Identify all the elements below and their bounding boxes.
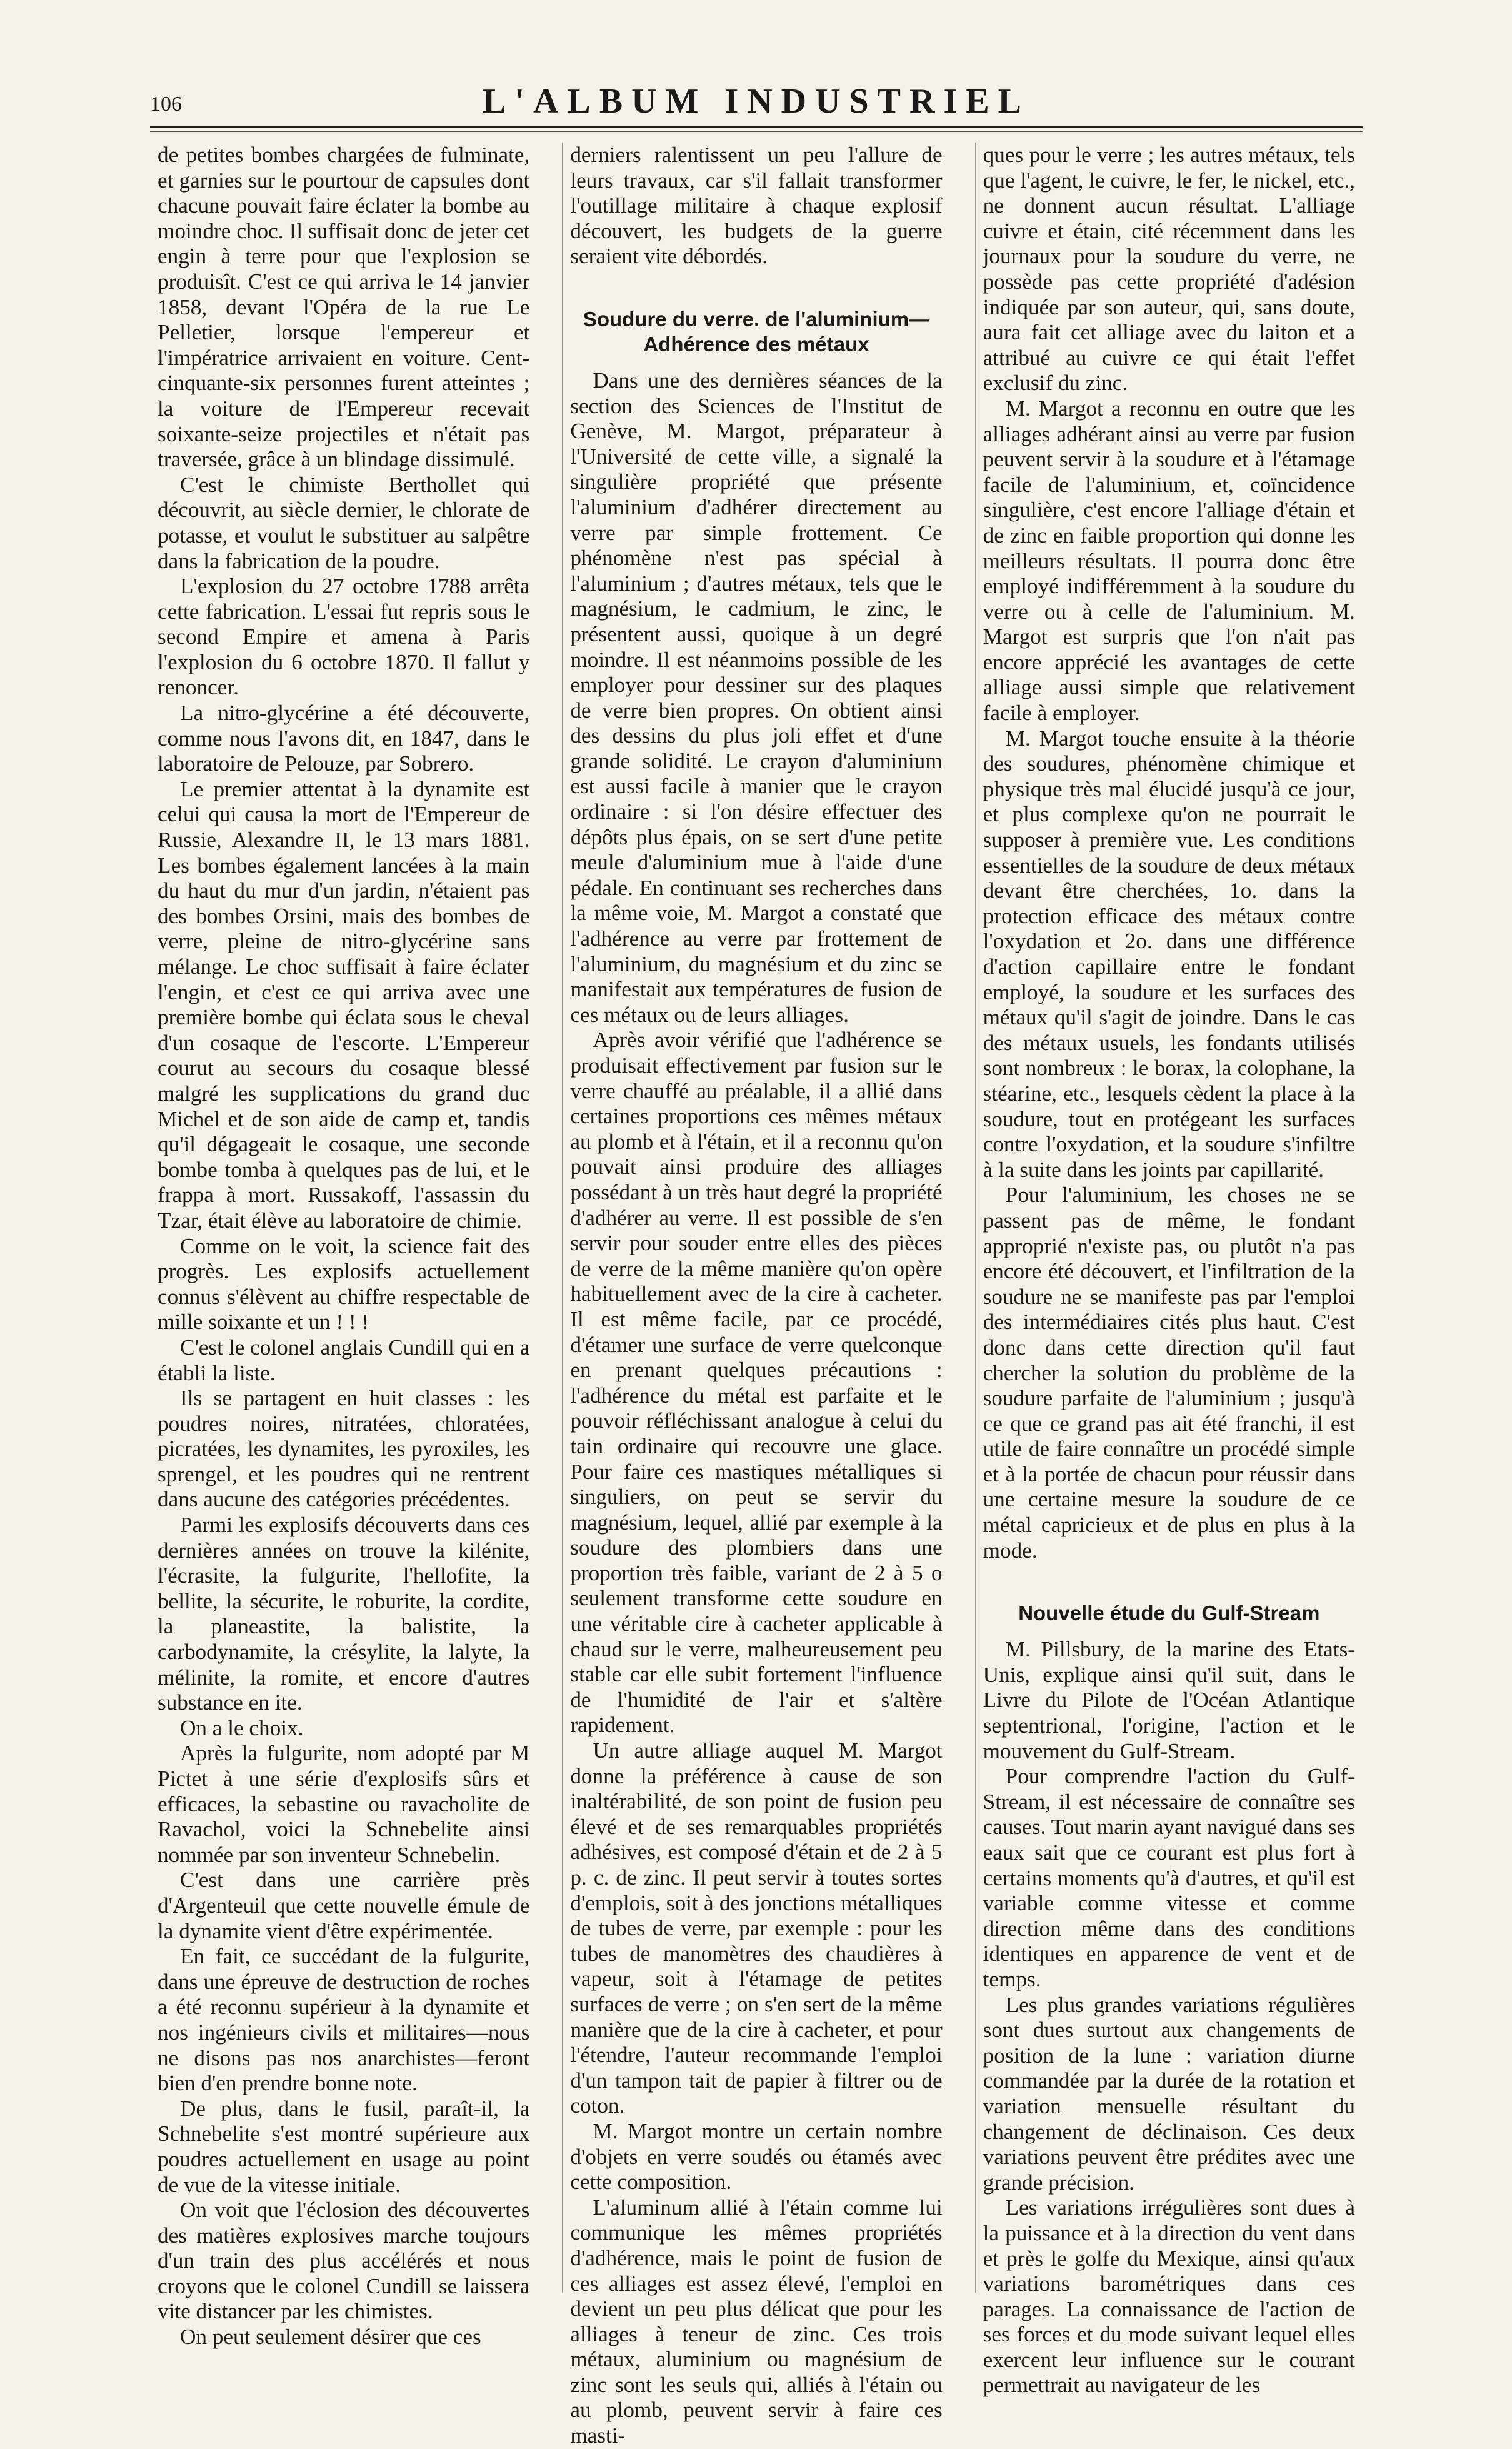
paragraph: C'est le colonel anglais Cundill qui en a établi la liste. (158, 1335, 530, 1385)
page-number: 106 (150, 93, 182, 116)
paragraph: Dans une des dernières séances de la section des Sciences de l'Institut de Genève, M. Margot, préparateur à l'Université de cette ville, a signalé la singulière propriété que présente l'aluminium d'adhérer directement au verre par simple frottement. Ce phénomène n'est pas spécial à l'aluminium ; d'autres métaux, tels que le magnésium, le cadmium, le zinc, le présentent aussi, quoique à un degré moindre. Il est néanmoins possible de les employer pour dessiner sur des plaques de verre bien propres. On obtient ainsi des dessins du plus joli effet et d'une grande solidité. Le crayon d'aluminium est aussi facile à manier que le crayon ordinaire : si l'on désire effectuer des dépôts plus épais, on se sert d'une petite meule d'aluminium mue à l'aide d'une pédale. En continuant ses recherches dans la même voie, M. Margot a constaté que l'adhérence au verre par frottement de l'aluminium, du magnésium et du zinc se manifestait aux températures de fusion de ces métaux ou de leurs alliages. (570, 368, 943, 1027)
paragraph: Un autre alliage auquel M. Margot donne la préférence à cause de son inaltérabilité, de son point de fusion peu élevé et de ses remarquables propriétés adhésives, est composé d'étain et de 2 à 5 p. c. de zinc. Il peut servir à toutes sortes d'emplois, soit à des jonctions métalliques de tubes de verre, par exemple : pour les tubes de manomètres des chaudières à vapeur, soit à l'étamage de petites surfaces de verre ; on s'en sert de la même manière que de la cire à cacheter, et pour l'étendre, l'auteur recommande l'emploi d'un tampon tait de papier à filtrer ou de coton. (570, 1738, 943, 2118)
running-title: L'ALBUM INDUSTRIEL (483, 82, 1030, 121)
article-columns (150, 143, 1363, 2448)
section-title-soudure: Soudure du verre. de l'aluminium— Adhérence des métaux (583, 307, 930, 356)
paragraph: De plus, dans le fusil, paraît-il, la Schnebelite s'est montré supérieure aux poudres actuellement en usage au point de vue de la vitesse initiale. (158, 2096, 530, 2197)
paragraph: Ils se partagent en huit classes : les poudres noires, nitratées, chloratées, picratées, les dynamites, les pyroxiles, les sprengel, et les poudres qui ne rentrent dans aucune des catégories précédentes. (158, 1386, 530, 1512)
paragraph: M. Margot touche ensuite à la théorie des soudures, phénomène chimique et physique très mal élucidé jusqu'à ce jour, et plus complexe qu'on ne pourrait le supposer à première vue. Les conditions essentielles de la soudure de deux métaux devant être cherchées, 1o. dans la protection efficace des métaux contre l'oxydation et 2o. dans une différence d'action capillaire entre le fondant employé, la soudure et les surfaces des métaux qu'il s'agit de joindre. Dans le cas des métaux usuels, les fondants utilisés sont nombreux : le borax, la colophane, la stéarine, etc., lesquels cèdent la place à la soudure, tout en protégeant les surfaces contre l'oxydation, et la soudure s'infiltre à la suite dans les joints par capillarité. (983, 726, 1355, 1182)
header-rule (150, 126, 1363, 128)
paragraph: Parmi les explosifs découverts dans ces dernières années on trouve la kilénite, l'écrasite, la fulgurite, l'hellofite, la bellite, la sécurite, le roburite, la cordite, la planeastite, la balistite, la carbodynamite, la crésylite, la lalyte, la mélinite, la romite, et encore d'autres substance en ite. (158, 1513, 530, 1715)
paragraph: M. Margot montre un certain nombre d'objets en verre soudés ou étamés avec cette composition. (570, 2118, 943, 2195)
paragraph: Les variations irrégulières sont dues à la puissance et à la direction du vent dans et près le golfe du Mexique, ainsi qu'aux variations barométriques dans ces parages. La connaissance de l'action de ses forces et du mode suivant lequel elles exercent leur influence sur le courant permettrait au navigateur de les (983, 2195, 1355, 2398)
paragraph: Comme on le voit, la science fait des progrès. Les explosifs actuellement connus s'élèvent au chiffre respectable de mille soixante et un ! ! ! (158, 1233, 530, 1335)
paragraph: On peut seulement désirer que ces (180, 2325, 481, 2350)
paragraph: de petites bombes chargées de fulminate, et garnies sur le pourtour de capsules dont chacune pouvait faire éclater la bombe au moindre choc. Il suffisait donc de jeter cet engin à terre pour que l'explosion se produisît. C'est ce qui arriva le 14 janvier 1858, devant l'Opéra de la rue Le Pelletier, lorsque l'empereur et l'impératrice arrivaient en voiture. Cent-cinquante-six personnes furent atteintes ; la voiture de l'Empereur recevait soixante-seize projectiles et n'était pas traversée, grâce à un blindage dissimulé. (158, 143, 530, 472)
paragraph: En fait, ce succédant de la fulgurite, dans une épreuve de destruction de roches a été reconnu supérieur à la dynamite et nos ingénieurs civils et militaires—nous ne disons pas nos anarchistes—feront bien d'en prendre bonne note. (158, 1944, 530, 2096)
paragraph: Après la fulgurite, nom adopté par M Pictet à une série d'explosifs sûrs et efficaces, la sebastine ou ravacholite de Ravachol, voici la Schnebelite ainsi nommée par son inventeur Schnebelin. (158, 1741, 530, 1867)
header-rule-thin (150, 131, 1363, 132)
page-header (150, 81, 1363, 125)
paragraph: Le premier attentat à la dynamite est celui qui causa la mort de l'Empereur de Russie, Alexandre II, le 13 mars 1881. Les bombes également lancées à la main du haut du mur d'un jardin, n'étaient pas des bombes Orsini, mais des bombes de verre, pleine de nitro-glycérine sans mélange. Le choc suffisait à faire éclater l'engin, et c'est ce qui arriva avec une première bombe qui éclata sous le cheval d'un cosaque de l'escorte. L'Empereur courut au secours du cosaque blessé malgré les supplications du grand duc Michel et de son aide de camp et, tandis qu'il dégageait le cosaque, une seconde bombe tomba à quelques pas de lui, et le frappa à mort. Russakoff, l'assassin du Tzar, était élève au laboratoire de chimie. (158, 776, 530, 1233)
paragraph: Pour comprendre l'action du Gulf-Stream, il est nécessaire de connaître ses causes. Tout marin ayant navigué dans ses eaux sait que ce courant est plus fort à certains moments qu'à d'autres, et qu'il est variable comme vitesse et comme direction même dans des conditions identiques en apparence de vent et de temps. (983, 1764, 1355, 1991)
section-title-gulf-stream: Nouvelle étude du Gulf-Stream (1018, 1601, 1320, 1625)
paragraph: L'explosion du 27 octobre 1788 arrêta cette fabrication. L'essai fut repris sous le second Empire et amena à Paris l'explosion du 6 octobre 1870. Il fallut y renoncer. (158, 574, 530, 700)
paragraph: On a le choix. (180, 1715, 304, 1740)
paragraph: Les plus grandes variations régulières sont dues surtout aux changements de position de la lune : variation diurne commandée par la durée de la rotation et variation mensuelle résultant du changement de déclinaison. Ces deux variations peuvent être prédites avec une grande précision. (983, 1992, 1355, 2195)
paragraph: M. Pillsbury, de la marine des Etats-Unis, explique ainsi qu'il suit, dans le Livre du Pilote de l'Océan Atlantique septentrional, l'origine, l'action et le mouvement du Gulf-Stream. (983, 1637, 1355, 1763)
paragraph: Pour l'aluminium, les choses ne se passent pas de même, le fondant approprié n'existe pas, ou plutôt n'a pas encore été découvert, et l'infiltration de la soudure ne se manifeste pas par l'emploi des intermédiaires cités plus haut. C'est donc dans cette direction qu'il faut chercher la solution du problème de la soudure parfaite de l'aluminium ; jusqu'à ce que ce grand pas ait été franchi, il est utile de faire connaître un procédé simple et à la portée de chacun pour réussir dans une certaine mesure la soudure de ce métal capricieux et de plus en plus à la mode. (983, 1183, 1355, 1563)
paragraph: La nitro-glycérine a été découverte, comme nous l'avons dit, en 1847, dans le laboratoire de Pelouze, par Sobrero. (158, 701, 530, 776)
column-2 (562, 143, 949, 2448)
column-3 (975, 143, 1363, 2398)
column-1 (150, 143, 537, 2350)
paragraph: C'est le chimiste Berthollet qui découvrit, au siècle dernier, le chlorate de potasse, et voulut le substituer au salpêtre dans la fabrication de la poudre. (158, 472, 530, 573)
paragraph: Après avoir vérifié que l'adhérence se produisait effectivement par fusion sur le verre chauffé au préalable, il a allié dans certaines proportions ces mêmes métaux au plomb et à l'étain, et il a reconnu qu'on pouvait ainsi produire des alliages possédant à un très haut degré la propriété d'adhérer au verre. Il est possible de s'en servir pour souder entre elles des pièces de verre de la même manière qu'on opère habituellement avec de la cire à cacheter. Il est même facile, par ce procédé, d'étamer une surface de verre quelconque en prenant quelques précautions : l'adhérence du métal est parfaite et le pouvoir réfléchissant analogue à celui du tain ordinaire qui recouvre une glace. Pour faire ces mastiques métalliques si singuliers, on peut se servir du magnésium, lequel, allié par exemple à la soudure des plombiers dans une proportion très faible, variant de 2 à 5 o seulement transforme cette soudure en une véritable cire à cacheter applicable à chaud sur le verre, malheureusement peu stable car elle subit fortement l'influence de l'humidité de l'air et s'altère rapidement. (570, 1028, 943, 1738)
paragraph: L'aluminum allié à l'étain comme lui communique les mêmes propriétés d'adhérence, mais le point de fusion de ces alliages est assez élevé, l'emploi en devient un peu plus délicat que pour les alliages à teneur de zinc. Ces trois métaux, aluminium ou magnésium de zinc sont les seuls qui, alliés à l'étain ou au plomb, peuvent servir à faire ces masti- (570, 2195, 943, 2448)
paragraph: derniers ralentissent un peu l'allure de leurs travaux, car s'il fallait transformer l'outillage militaire à chaque explosif découvert, les budgets de la guerre seraient vite débordés. (570, 143, 943, 269)
paragraph: On voit que l'éclosion des découvertes des matières explosives marche toujours d'un train des plus accélérés et nous croyons que le colonel Cundill se laissera vite distancer par les chimistes. (158, 2198, 530, 2324)
paragraph: ques pour le verre ; les autres métaux, tels que l'agent, le cuivre, le fer, le nickel, etc., ne donnent aucun résultat. L'alliage cuivre et étain, cité récemment dans les journaux pour la soudure du verre, ne possède pas cette propriété d'adésion indiquée par son auteur, qui, sans doute, aura fait cet alliage avec du laiton et a attribué au cuivre ce qui était l'effet exclusif du zinc. (983, 143, 1355, 396)
paragraph: C'est dans une carrière près d'Argenteuil que cette nouvelle émule de la dynamite vient d'être expérimentée. (158, 1868, 530, 1943)
paragraph: M. Margot a reconnu en outre que les alliages adhérant ainsi au verre par fusion peuvent servir à la soudure et à l'étamage facile de l'aluminium, et, coïncidence singulière, c'est encore l'alliage d'étain et de zinc en faible proportion qui donne les meilleurs résultats. Il pourra donc être employé indifféremment à la soudure du verre ou à celle de l'aluminium. M. Margot est surpris que l'on n'ait pas encore apprécié les avantages de cette alliage aussi simple que relativement facile à employer. (983, 396, 1355, 726)
